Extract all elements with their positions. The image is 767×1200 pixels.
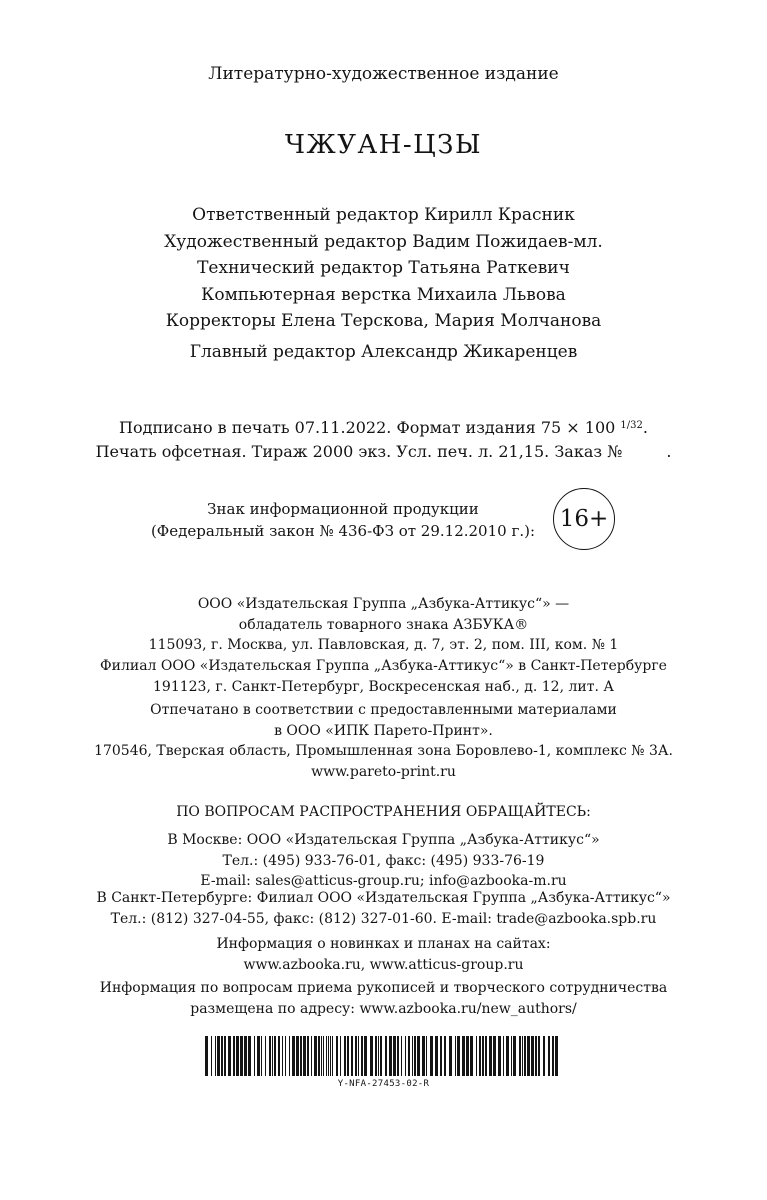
information-label-line: (Федеральный закон № 436-ФЗ от 29.12.2010 г.): (150, 522, 535, 540)
barcode-caption: Y-NFA-27453-02-R (337, 1079, 430, 1089)
edition-type: Литературно-художественное издание (208, 64, 559, 84)
chief-editor: Главный редактор Александр Жикаренцев (189, 342, 578, 362)
staff-credits (0, 202, 767, 335)
moscow-contact-line: Тел.: (495) 933-76-01, факс: (495) 933-76-19 (222, 852, 545, 869)
moscow-contact-line: В Москве: ООО «Издательская Группа „Азбука-Аттикус“» (167, 832, 600, 848)
publisher-line: 115093, г. Москва, ул. Павловская, д. 7, эт. 2, пом. III, ком. № 1 (148, 637, 619, 653)
authors-info (0, 978, 767, 1019)
publisher-line: обладатель товарного знака АЗБУКА® (238, 616, 529, 633)
spb-contacts (0, 888, 767, 929)
print-info-line (0, 414, 767, 440)
staff-line: Технический редактор Татьяна Раткевич (197, 258, 570, 278)
moscow-contacts (0, 830, 767, 892)
print-format-text: Подписано в печать 07.11.2022. Формат издания 75 × 100 (119, 418, 621, 437)
age-rating-badge: 16+ (553, 488, 615, 550)
information-product-label (0, 488, 767, 552)
staff-line: Художественный редактор Вадим Пожидаев-мл. (164, 231, 603, 252)
authors-line: размещена по адресу: www.azbooka.ru/new_authors/ (190, 1000, 577, 1017)
websites-line: Информация о новинках и планах на сайтах: (216, 936, 551, 952)
publisher-line: ООО «Издательская Группа „Азбука-Аттикус“» — (197, 596, 570, 612)
printer-line: Отпечатано в соответствии с предоставленными материалами (150, 702, 617, 718)
websites-line: www.azbooka.ru, www.atticus-group.ru (243, 956, 524, 973)
information-label-line: Знак информационной продукции (207, 500, 479, 518)
websites-info (0, 934, 767, 975)
moscow-contact-line: E-mail: sales@atticus-group.ru; info@azbooka-m.ru (200, 873, 567, 889)
print-info-line (0, 440, 767, 464)
printer-line: 170546, Тверская область, Промышленная зона Боровлево-1, комплекс № 3А. (94, 743, 673, 759)
print-info (0, 414, 767, 464)
format-fraction: 1/32 (620, 420, 643, 431)
print-run-text: Печать офсетная. Тираж 2000 экз. Усл. печ. л. 21,15. Заказ № (95, 442, 623, 461)
printer-info (0, 700, 767, 782)
printer-website: www.pareto-print.ru (311, 763, 456, 780)
information-label-text (151, 498, 535, 542)
spb-contact-line: Тел.: (812) 327-04-55, факс: (812) 327-01-60. E-mail: trade@azbooka.spb.ru (110, 910, 657, 927)
barcode (205, 1036, 560, 1076)
distribution-heading: ПО ВОПРОСАМ РАСПРОСТРАНЕНИЯ ОБРАЩАЙТЕСЬ: (176, 804, 591, 820)
barcode-space (558, 1036, 560, 1076)
publisher-info (0, 594, 767, 656)
printer-line: в ООО «ИПК Парето-Принт». (274, 722, 493, 739)
print-run-end: . (666, 442, 672, 461)
book-title: ЧЖУАН-ЦЗЫ (284, 130, 483, 160)
branch-info (0, 656, 767, 697)
print-format-end: . (642, 418, 648, 437)
staff-line: Ответственный редактор Кирилл Красник (192, 205, 575, 225)
authors-line: Информация по вопросам приема рукописей и творческого сотрудничества (99, 980, 668, 996)
staff-line: Компьютерная верстка Михаила Львова (201, 284, 566, 305)
branch-line: 191123, г. Санкт-Петербург, Воскресенская наб., д. 12, лит. А (153, 678, 614, 695)
branch-line: Филиал ООО «Издательская Группа „Азбука-Аттикус“» в Санкт-Петербурге (100, 658, 667, 674)
spb-contact-line: В Санкт-Петербурге: Филиал ООО «Издательская Группа „Азбука-Аттикус“» (96, 890, 671, 906)
staff-line: Корректоры Елена Терскова, Мария Молчанова (165, 311, 602, 331)
